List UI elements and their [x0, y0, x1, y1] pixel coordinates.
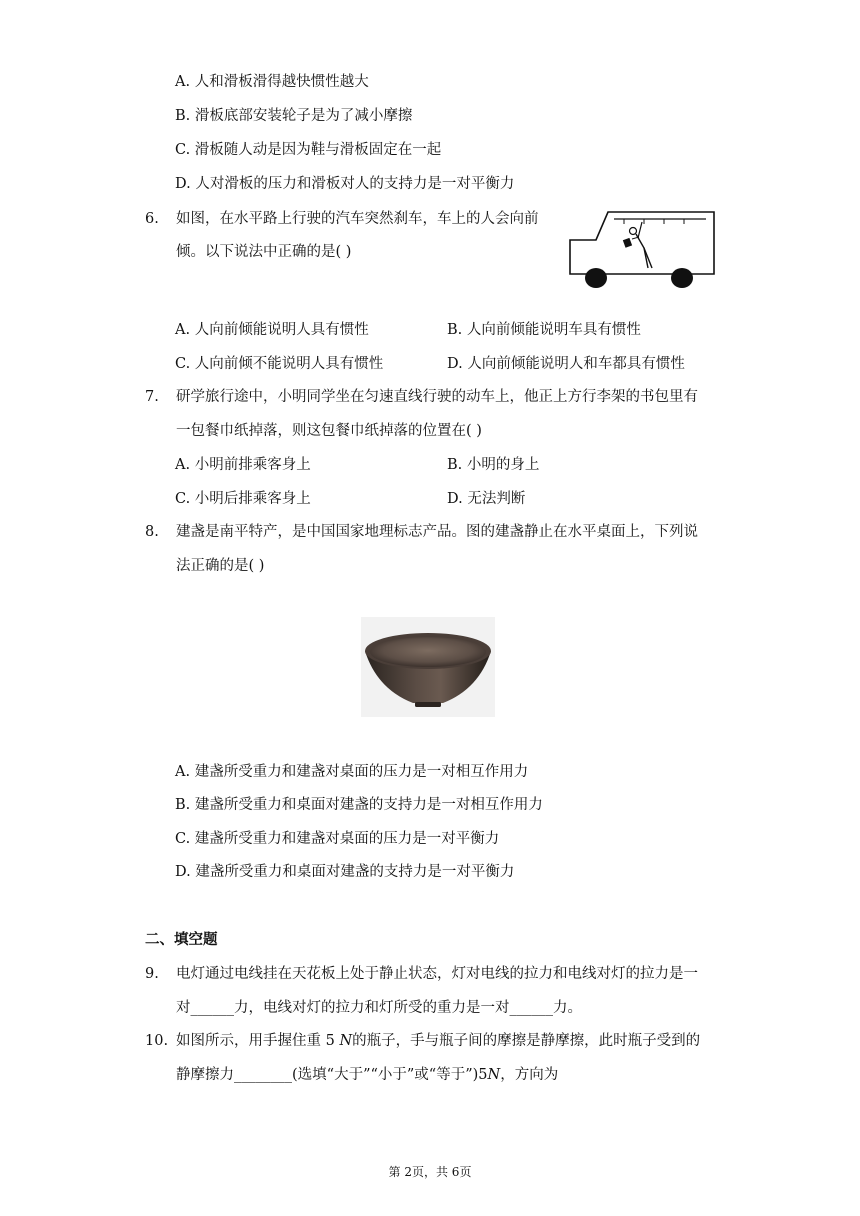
q6-number: 6. — [145, 211, 159, 227]
q7-option-a: A. 小明前排乘客身上 — [175, 457, 311, 473]
q7-option-d: D. 无法判断 — [447, 491, 526, 507]
q8-option-b: B. 建盏所受重力和桌面对建盏的支持力是一对相互作用力 — [175, 797, 543, 813]
q8-stem-line2: 法正确的是( ) — [176, 558, 265, 574]
q7-option-b: B. 小明的身上 — [447, 457, 540, 473]
q10-stem-line1: 如图所示，用手握住重 5 𝑁的瓶子，手与瓶子间的摩擦是静摩擦，此时瓶子受到的 — [176, 1033, 701, 1049]
braking-car-figure — [566, 206, 718, 294]
q6-stem-line1: 如图，在水平路上行驶的汽车突然刹车，车上的人会向前 — [176, 211, 539, 227]
q9-stem-line1: 电灯通过电线挂在天花板上处于静止状态，灯对电线的拉力和电线对灯的拉力是一 — [176, 966, 698, 982]
q6-option-c: C. 人向前倾不能说明人具有惯性 — [175, 356, 384, 372]
q8-number: 8. — [145, 524, 159, 540]
q5-option-d: D. 人对滑板的压力和滑板对人的支持力是一对平衡力 — [175, 176, 515, 192]
q10-number: 10. — [145, 1033, 169, 1049]
q8-option-a: A. 建盏所受重力和建盏对桌面的压力是一对相互作用力 — [175, 764, 529, 780]
q8-option-c: C. 建盏所受重力和建盏对桌面的压力是一对平衡力 — [175, 831, 500, 847]
q6-option-b: B. 人向前倾能说明车具有惯性 — [447, 322, 641, 338]
q5-option-c: C. 滑板随人动是因为鞋与滑板固定在一起 — [175, 142, 442, 158]
q6-stem-line2: 倾。以下说法中正确的是( ) — [176, 244, 352, 260]
jian-zhan-bowl-image — [361, 617, 495, 717]
q6-option-a: A. 人向前倾能说明人具有惯性 — [175, 322, 369, 338]
q5-option-a: A. 人和滑板滑得越快惯性越大 — [175, 74, 369, 90]
q8-stem-line1: 建盏是南平特产，是中国国家地理标志产品。图的建盏静止在水平桌面上，下列说 — [176, 524, 698, 540]
q7-stem-line2: 一包餐巾纸掉落，则这包餐巾纸掉落的位置在( ) — [176, 423, 482, 439]
q8-option-d: D. 建盏所受重力和桌面对建盏的支持力是一对平衡力 — [175, 864, 515, 880]
q7-option-c: C. 小明后排乘客身上 — [175, 491, 311, 507]
q10-stem-line2: 静摩擦力________(选填“大于”“小于”或“等于”)5𝑁，方向为 — [176, 1067, 559, 1083]
q9-stem-line2: 对______力，电线对灯的拉力和灯所受的重力是一对______力。 — [176, 1000, 582, 1016]
q7-stem-line1: 研学旅行途中，小明同学坐在匀速直线行驶的动车上，他正上方行李架的书包里有 — [176, 389, 698, 405]
q6-option-d: D. 人向前倾能说明人和车都具有惯性 — [447, 356, 685, 372]
section-title-fill-in: 二、填空题 — [145, 931, 218, 948]
q9-number: 9. — [145, 966, 159, 982]
q5-option-b: B. 滑板底部安装轮子是为了减小摩擦 — [175, 108, 413, 124]
q7-number: 7. — [145, 389, 159, 405]
page-footer: 第 2页，共 6页 — [388, 1165, 472, 1179]
